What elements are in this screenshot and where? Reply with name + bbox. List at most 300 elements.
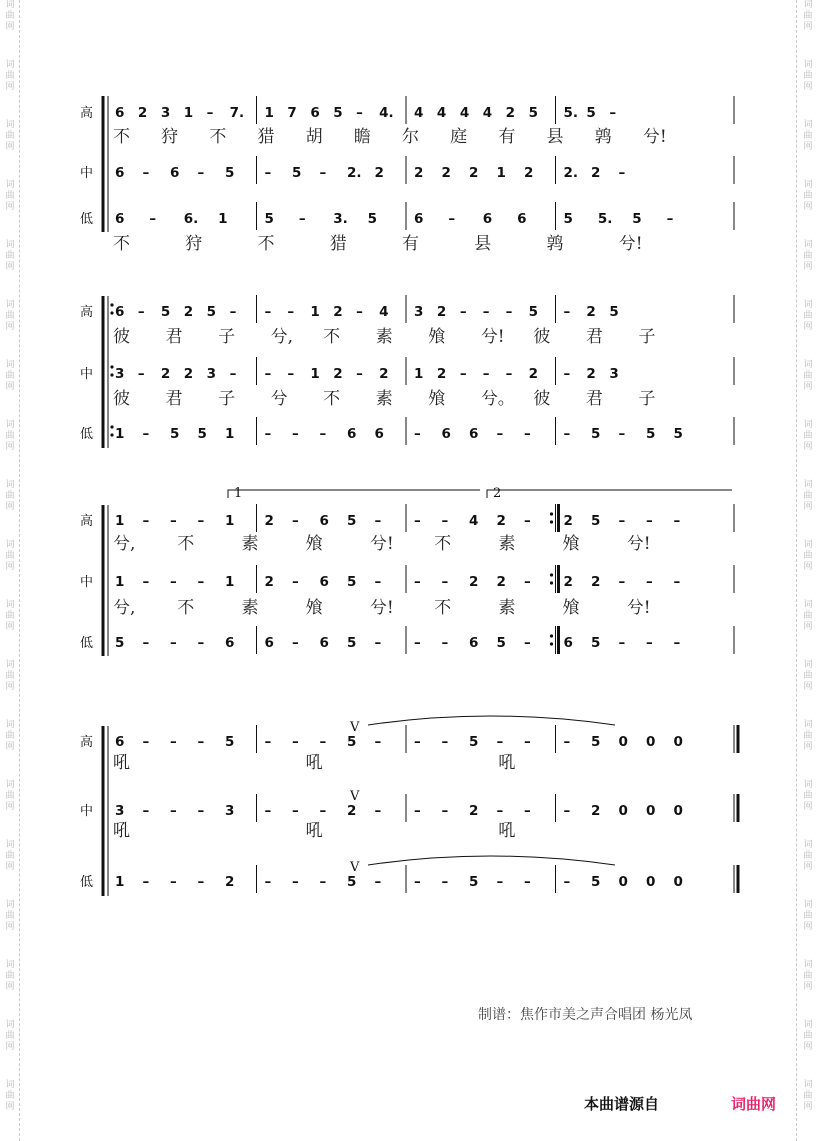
watermark-char: 曲 (5, 971, 15, 981)
watermark-char: 词 (803, 240, 813, 250)
note: – (496, 803, 504, 819)
note: 5 (591, 635, 601, 651)
note: 6 (264, 635, 274, 651)
note: – (441, 734, 449, 750)
voice-label: 高 (80, 106, 94, 121)
note: – (524, 803, 531, 819)
note: 1 (183, 105, 194, 121)
lyric: 君 (165, 389, 183, 409)
watermark-char: 词 (803, 300, 813, 310)
watermark-char: 曲 (803, 911, 813, 921)
note: 5 (591, 734, 601, 750)
lyric: 素 (375, 389, 393, 409)
note: 1 (496, 165, 506, 181)
note: 6 (115, 105, 125, 121)
watermark-char: 词 (5, 240, 15, 250)
note: – (563, 874, 571, 890)
lyric: 县 (546, 127, 564, 147)
note: 0 (646, 734, 656, 750)
watermark-char: 词 (5, 420, 15, 430)
note: 0 (646, 874, 656, 890)
note: 5 (170, 426, 180, 442)
watermark-char: 曲 (803, 191, 813, 201)
note: 1 (115, 426, 125, 442)
watermark-char: 网 (803, 1042, 813, 1052)
lyric: 不 (257, 234, 275, 254)
note: 6 (115, 211, 125, 227)
note: – (137, 366, 145, 382)
watermark-char: 词 (803, 540, 813, 550)
lyric: 君 (165, 327, 183, 347)
note: – (170, 734, 177, 750)
note: – (673, 574, 681, 590)
watermark-char: 曲 (5, 371, 15, 381)
note: – (414, 874, 421, 890)
note: 6 (517, 211, 527, 227)
watermark-char: 网 (803, 922, 813, 932)
watermark-char: 词 (5, 360, 15, 370)
score-body (80, 96, 738, 896)
watermark-char: 网 (803, 142, 813, 152)
note: 2 (591, 803, 601, 819)
watermark-char: 网 (803, 862, 813, 872)
note: – (292, 426, 299, 442)
note: 4 (414, 105, 424, 121)
note: 6 (469, 635, 479, 651)
note: 5 (206, 304, 217, 320)
watermark-char: 网 (803, 1102, 813, 1112)
note: – (197, 734, 205, 750)
watermark-char: 词 (5, 840, 15, 850)
note: – (287, 366, 295, 382)
note: 2 (505, 105, 516, 121)
watermark-char: 词 (5, 660, 15, 670)
note: 2 (264, 574, 274, 590)
note: 0 (618, 803, 628, 819)
note: – (229, 366, 237, 382)
note: 5 (264, 211, 274, 227)
note: 6 (310, 105, 320, 121)
lyric: 彼 (113, 327, 130, 347)
note: 5 (347, 874, 357, 890)
watermark-char: 曲 (803, 131, 813, 141)
note: 2 (524, 165, 534, 181)
watermark-char: 曲 (5, 611, 15, 621)
note: – (646, 513, 653, 529)
note: 0 (673, 874, 683, 890)
note: 3 (414, 304, 424, 320)
note: – (618, 513, 626, 529)
lyric: 瞻 (353, 127, 371, 147)
watermark-char: 网 (803, 562, 813, 572)
note: 5 (632, 211, 642, 227)
lyric: 吼 (113, 753, 130, 773)
note: 5 (646, 426, 656, 442)
note: – (646, 635, 653, 651)
voice-label: 低 (80, 427, 94, 442)
watermark-char: 词 (803, 420, 813, 430)
note: – (646, 574, 653, 590)
watermark-char: 网 (5, 262, 15, 272)
note: – (374, 635, 382, 651)
note: – (618, 574, 626, 590)
note: – (441, 803, 449, 819)
note: – (673, 635, 681, 651)
note: 3 (225, 803, 235, 819)
lyric: 兮! (626, 534, 651, 554)
note: – (170, 874, 177, 890)
watermark-char: 网 (803, 382, 813, 392)
note: – (459, 366, 467, 382)
note: 3 (115, 803, 125, 819)
watermark-char: 曲 (5, 251, 15, 261)
lyric: 不 (209, 127, 227, 147)
note: 2 (496, 574, 506, 590)
watermark-char: 词 (5, 960, 15, 970)
watermark-char: 网 (5, 382, 15, 392)
watermark-char: 网 (5, 862, 15, 872)
note: – (482, 366, 490, 382)
note: 2 (183, 304, 194, 320)
watermark-char: 网 (5, 742, 15, 752)
note: 5 (586, 105, 596, 121)
voice-label: 高 (80, 305, 94, 320)
note: – (414, 635, 421, 651)
note: – (292, 734, 299, 750)
note: – (287, 304, 295, 320)
watermark-char: 词 (803, 360, 813, 370)
note: 5 (528, 304, 538, 320)
note: 1 (218, 211, 228, 227)
watermark-char: 曲 (5, 851, 15, 861)
watermark-char: 网 (5, 802, 15, 812)
note: 5 (469, 874, 479, 890)
watermark-char: 曲 (803, 851, 813, 861)
note: – (170, 574, 177, 590)
note: 2 (591, 165, 601, 181)
lyric: 猎 (257, 127, 275, 147)
note: – (137, 304, 145, 320)
note: – (459, 304, 467, 320)
note: – (482, 304, 490, 320)
watermark-char: 词 (803, 840, 813, 850)
note: 5. (563, 105, 579, 121)
watermark-char: 网 (5, 82, 15, 92)
lyric: 飧 (305, 598, 323, 618)
note: – (264, 874, 272, 890)
note: 5 (591, 426, 601, 442)
note: – (142, 574, 150, 590)
note: 5 (197, 426, 207, 442)
watermark-char: 网 (5, 982, 15, 992)
note: 5 (225, 734, 235, 750)
note: 2 (496, 513, 506, 529)
lyric: 胡 (305, 127, 323, 147)
watermark-char: 词 (803, 60, 813, 70)
lyric: 吼 (113, 821, 130, 841)
watermark-char: 网 (5, 202, 15, 212)
note: – (448, 211, 456, 227)
watermark-char: 曲 (803, 371, 813, 381)
lyric: 不 (323, 389, 341, 409)
repeat-dot (550, 642, 553, 645)
watermark-char: 网 (5, 922, 15, 932)
watermark-char: 曲 (5, 911, 15, 921)
note: 5 (528, 105, 538, 121)
breath-mark: V (350, 720, 360, 735)
watermark-char: 曲 (5, 431, 15, 441)
note: – (356, 105, 363, 121)
note: – (142, 803, 150, 819)
lyric: 彼 (533, 389, 551, 409)
note: – (356, 304, 363, 320)
score-system (80, 96, 734, 254)
watermark-char: 曲 (5, 71, 15, 81)
watermark-char: 曲 (5, 1031, 15, 1041)
watermark-char: 曲 (5, 671, 15, 681)
note: – (666, 211, 674, 227)
note: 5 (292, 165, 302, 181)
note: – (319, 734, 327, 750)
note: – (374, 574, 382, 590)
lyric: 兮! (626, 598, 651, 618)
lyric: 不 (177, 534, 195, 554)
watermark-char: 网 (803, 502, 813, 512)
watermark-char: 词 (5, 720, 15, 730)
note: – (206, 105, 214, 121)
note: – (356, 366, 363, 382)
note: – (292, 513, 299, 529)
lyric: 吼 (305, 821, 323, 841)
lyric: 县 (474, 234, 492, 254)
watermark-char: 词 (803, 0, 813, 10)
credit-text: 制谱：焦作市美之声合唱团 杨光凤 (478, 1007, 693, 1023)
repeat-dot (110, 373, 113, 376)
repeat-dot (110, 425, 113, 428)
note: 5 (591, 513, 601, 529)
watermark-char: 曲 (803, 1091, 813, 1101)
watermark-char: 词 (803, 480, 813, 490)
watermark-char: 词 (803, 180, 813, 190)
note: – (374, 874, 382, 890)
lyric: 狩 (161, 127, 179, 147)
watermark-char: 词 (5, 1080, 15, 1090)
note: 6 (414, 211, 424, 227)
note: 6 (319, 574, 329, 590)
note: 6 (115, 734, 125, 750)
note: 6 (347, 426, 357, 442)
note: – (264, 304, 272, 320)
lyric: 素 (498, 534, 516, 554)
lyric: 鹑 (546, 234, 564, 254)
note: 4 (469, 513, 479, 529)
note: – (414, 574, 421, 590)
watermark-char: 词 (5, 600, 15, 610)
note: – (563, 304, 571, 320)
lyric: 兮。 (480, 389, 515, 409)
note: – (414, 803, 421, 819)
watermark-char: 网 (5, 502, 15, 512)
note: – (197, 635, 205, 651)
note: 6 (115, 304, 125, 320)
site-name[interactable]: 词曲网 (731, 1095, 777, 1113)
watermark-char: 词 (5, 1020, 15, 1030)
note: – (374, 513, 382, 529)
watermark-char: 词 (803, 660, 813, 670)
watermark-char: 词 (5, 300, 15, 310)
note: – (524, 734, 531, 750)
tie-slur (368, 716, 615, 725)
note: 1 (115, 513, 125, 529)
note: 5 (225, 165, 235, 181)
watermark-char: 词 (803, 1080, 813, 1090)
note: 6 (225, 635, 235, 651)
note: 1 (310, 366, 320, 382)
lyric: 子 (638, 327, 656, 347)
note: – (618, 426, 626, 442)
note: 3. (333, 211, 348, 227)
note: 2. (347, 165, 362, 181)
note: – (673, 513, 681, 529)
note: 0 (673, 803, 683, 819)
note: 5 (160, 304, 171, 320)
voice-label: 低 (80, 636, 94, 651)
lyric: 子 (638, 389, 656, 409)
lyric: 不 (113, 127, 130, 147)
note: 5 (347, 635, 357, 651)
repeat-dot (110, 365, 113, 368)
note: 5 (347, 734, 357, 750)
watermark-char: 曲 (803, 251, 813, 261)
watermark-char: 词 (803, 720, 813, 730)
note: – (292, 803, 299, 819)
lyric: 兮! (480, 327, 505, 347)
note: – (292, 874, 299, 890)
note: 2 (528, 366, 538, 382)
lyric: 兮! (642, 127, 667, 147)
watermark-char: 网 (5, 322, 15, 332)
lyric: 不 (434, 534, 452, 554)
note: 3 (609, 366, 619, 382)
lyric: 狩 (185, 234, 203, 254)
note: 1 (115, 874, 125, 890)
note: 2 (414, 165, 424, 181)
lyric: 彼 (533, 327, 551, 347)
note: – (197, 165, 205, 181)
note: – (319, 874, 327, 890)
note: 2 (591, 574, 601, 590)
note: 2 (225, 874, 235, 890)
note: – (618, 635, 626, 651)
lyric: 彼 (113, 389, 130, 409)
watermark-char: 曲 (803, 311, 813, 321)
lyric: 兮! (618, 234, 643, 254)
note: – (414, 426, 421, 442)
watermark-char: 词 (5, 480, 15, 490)
lyric: 兮, (270, 327, 294, 347)
watermark-char: 网 (803, 442, 813, 452)
note: 2 (264, 513, 274, 529)
watermark-char: 词 (5, 0, 15, 10)
note: 2 (160, 366, 171, 382)
note: 6 (563, 635, 573, 651)
tie-slur (368, 856, 615, 865)
voice-label: 低 (80, 212, 94, 227)
watermark-char: 曲 (803, 671, 813, 681)
note: – (374, 803, 382, 819)
watermark-char: 网 (803, 622, 813, 632)
voice-label: 中 (80, 575, 94, 590)
note: 1 (264, 105, 274, 121)
watermark-char: 曲 (5, 791, 15, 801)
note: 5 (333, 105, 343, 121)
lyric: 吼 (498, 821, 516, 841)
watermark-char: 网 (5, 622, 15, 632)
note: 2 (183, 366, 194, 382)
breath-mark: V (350, 860, 360, 875)
note: 5 (496, 635, 506, 651)
repeat-dot (110, 303, 113, 306)
lyric: 飧 (305, 534, 323, 554)
voice-label: 中 (80, 804, 94, 819)
lyric: 子 (218, 389, 236, 409)
lyric: 君 (585, 389, 603, 409)
note: – (142, 874, 150, 890)
watermark-char: 曲 (5, 311, 15, 321)
note: 1 (225, 426, 235, 442)
note: – (563, 734, 571, 750)
watermark-char: 曲 (803, 611, 813, 621)
watermark-char: 网 (5, 1102, 15, 1112)
note: 4 (482, 105, 493, 121)
note: – (319, 803, 327, 819)
note: 5 (115, 635, 125, 651)
voice-label: 中 (80, 166, 94, 181)
note: 5 (367, 211, 378, 227)
note: 3 (206, 366, 217, 382)
note: 2 (586, 304, 596, 320)
note: – (414, 734, 421, 750)
lyric: 吼 (305, 753, 323, 773)
note: – (170, 513, 177, 529)
watermark-char: 网 (803, 682, 813, 692)
watermark-char: 网 (803, 322, 813, 332)
note: 4 (379, 304, 389, 320)
repeat-dot (550, 581, 553, 584)
lyric: 尔 (402, 127, 419, 147)
watermark-char: 词 (803, 120, 813, 130)
lyric: 飧 (562, 598, 580, 618)
note: 6 (374, 426, 384, 442)
watermark-char: 曲 (5, 131, 15, 141)
note: 1 (115, 574, 125, 590)
note: 1 (225, 513, 235, 529)
volta-number: 1 (234, 486, 243, 501)
watermark-char: 词 (803, 960, 813, 970)
lyric: 君 (585, 327, 603, 347)
note: 6 (319, 635, 329, 651)
note: 2 (347, 803, 357, 819)
lyric: 庭 (450, 127, 468, 147)
note: – (374, 734, 382, 750)
note: 6. (183, 211, 199, 227)
note: 5 (673, 426, 683, 442)
note: – (609, 105, 617, 121)
note: – (441, 513, 449, 529)
note: 2 (436, 366, 447, 382)
voice-label: 中 (80, 367, 94, 382)
voice-label: 高 (80, 514, 94, 529)
